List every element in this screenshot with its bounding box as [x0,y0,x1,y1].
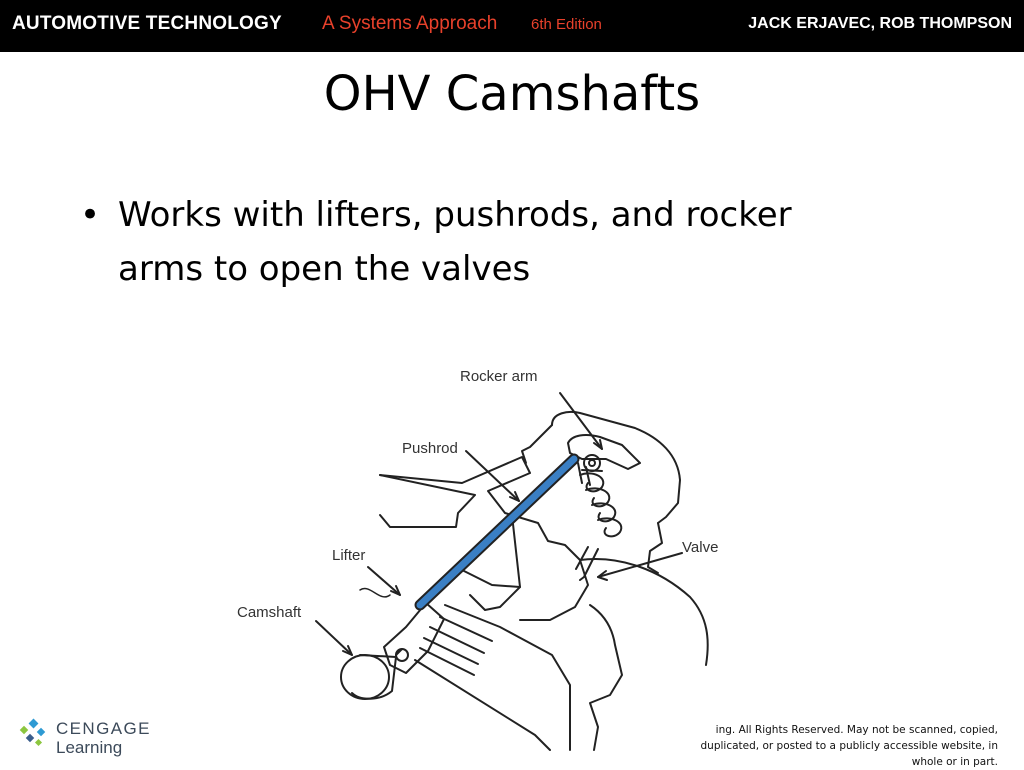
leader-line-camshaft [316,621,352,655]
valve-spring [580,473,621,536]
slide-title: OHV Camshafts [323,66,701,122]
bullet-text: Works with lifters, pushrods, and rocker arms to open the valves [118,195,792,289]
leader-line-valve [598,553,682,577]
copyright-notice [698,722,998,770]
logo-wordmark-learning: Learning [56,738,123,757]
label-camshaft: Camshaft [237,604,302,621]
logo-wordmark-cengage: CENGAGE [56,719,151,738]
bullet-dot-icon: • [80,195,101,235]
label-rocker-arm: Rocker arm [460,368,538,385]
ohv-valvetrain-diagram [230,355,730,755]
valve-stem [576,463,598,580]
book-edition: 6th Edition [531,16,602,33]
header-bar [0,0,1024,52]
copyright-line-2: duplicated, or posted to a publicly accessible website, in whole or in part. [700,740,998,768]
book-subtitle: A Systems Approach [322,13,498,34]
copyright-line-1: ing. All Rights Reserved. May not be scanned, copied, [715,724,998,736]
leader-line-pushrod [466,451,519,501]
bullet-list [80,188,880,296]
label-lifter: Lifter [332,547,366,564]
label-valve: Valve [682,539,719,556]
book-authors: JACK ERJAVEC, ROB THOMPSON [748,15,1012,32]
cengage-logo [18,718,151,757]
book-title: AUTOMOTIVE TECHNOLOGY [12,13,282,34]
bullet-item [80,188,880,296]
leader-line-rocker [560,393,602,449]
cengage-mark-icon [18,718,50,750]
camshaft-lobe [341,655,389,699]
lifter [384,603,444,673]
label-pushrod: Pushrod [402,440,458,457]
